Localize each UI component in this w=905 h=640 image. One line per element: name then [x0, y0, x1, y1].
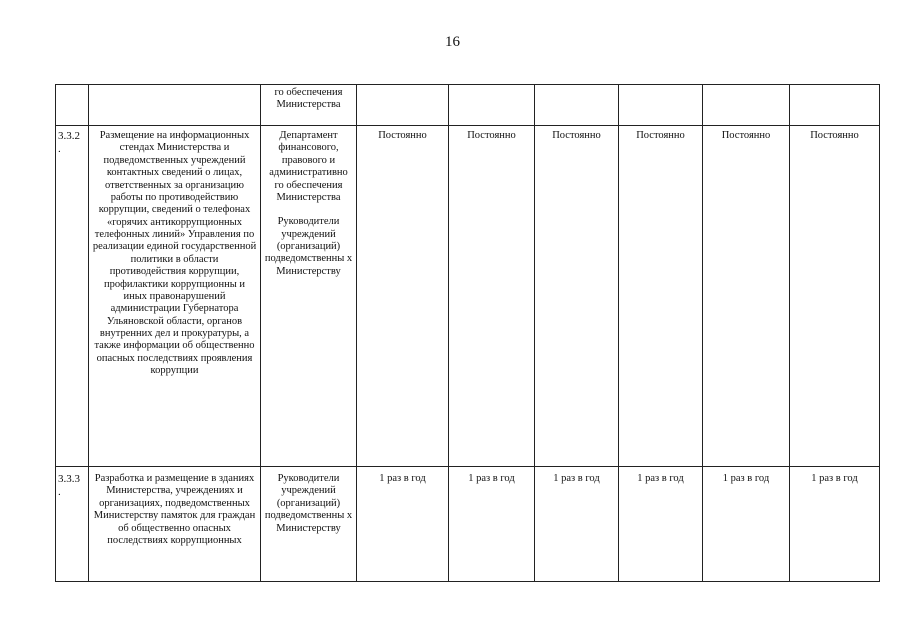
cell-num: [56, 85, 89, 126]
term-cell: 1 раз в год: [449, 467, 535, 582]
term-cell: Постоянно: [619, 126, 703, 467]
cell-term: [619, 85, 703, 126]
table-row: [56, 467, 880, 582]
responsible-department: Департамент финансового, правового и административно го обеспечения Министерства: [269, 130, 348, 203]
measure-text: Разработка и размещение в зданиях Министерства, учреждениях и организациях, подведомственных Министерству памяток для граждан об общественно опасных последствиях коррупционных: [89, 467, 261, 582]
term-cell: Постоянно: [449, 126, 535, 467]
cell-term: [790, 85, 880, 126]
cell-term: [357, 85, 449, 126]
term-cell: 1 раз в год: [703, 467, 790, 582]
cell-responsible: го обеспечения Министерства: [261, 85, 357, 126]
table-row: [56, 126, 880, 467]
term-cell: 1 раз в год: [357, 467, 449, 582]
term-cell: 1 раз в год: [619, 467, 703, 582]
responsible-cell: [261, 467, 357, 582]
responsible-heads: Руководители учреждений (организаций) подведомственны х Министерству: [264, 216, 353, 277]
term-cell: 1 раз в год: [790, 467, 880, 582]
table-row-continued: [56, 85, 880, 126]
cell-term: [703, 85, 790, 126]
term-cell: Постоянно: [357, 126, 449, 467]
term-cell: Постоянно: [535, 126, 619, 467]
page-number: 16: [445, 34, 460, 50]
responsible-heads: Руководители учреждений (организаций) подведомственны х Министерству: [264, 473, 353, 534]
cell-term: [449, 85, 535, 126]
row-number: 3.3.3 .: [56, 467, 89, 582]
term-cell: 1 раз в год: [535, 467, 619, 582]
term-cell: Постоянно: [790, 126, 880, 467]
term-cell: Постоянно: [703, 126, 790, 467]
measure-text: Размещение на информационных стендах Министерства и подведомственных учреждений контактных сведений о лицах, ответственных за организацию работы по противодействию коррупции, сведений о телефонах «горячих антикоррупционных телефонных линий» Управления по реализации единой государственной политики в области противодействия коррупции, профилактики коррупционны и иных правонарушений администрации Губернатора Ульяновской области, органов внутренних дел и прокуратуры, а также информации об общественно опасных последствиях проявления коррупции: [89, 126, 261, 467]
cell-term: [535, 85, 619, 126]
measures-table: [55, 84, 880, 582]
row-number: 3.3.2 .: [56, 126, 89, 467]
cell-measure: [89, 85, 261, 126]
responsible-cell: [261, 126, 357, 467]
